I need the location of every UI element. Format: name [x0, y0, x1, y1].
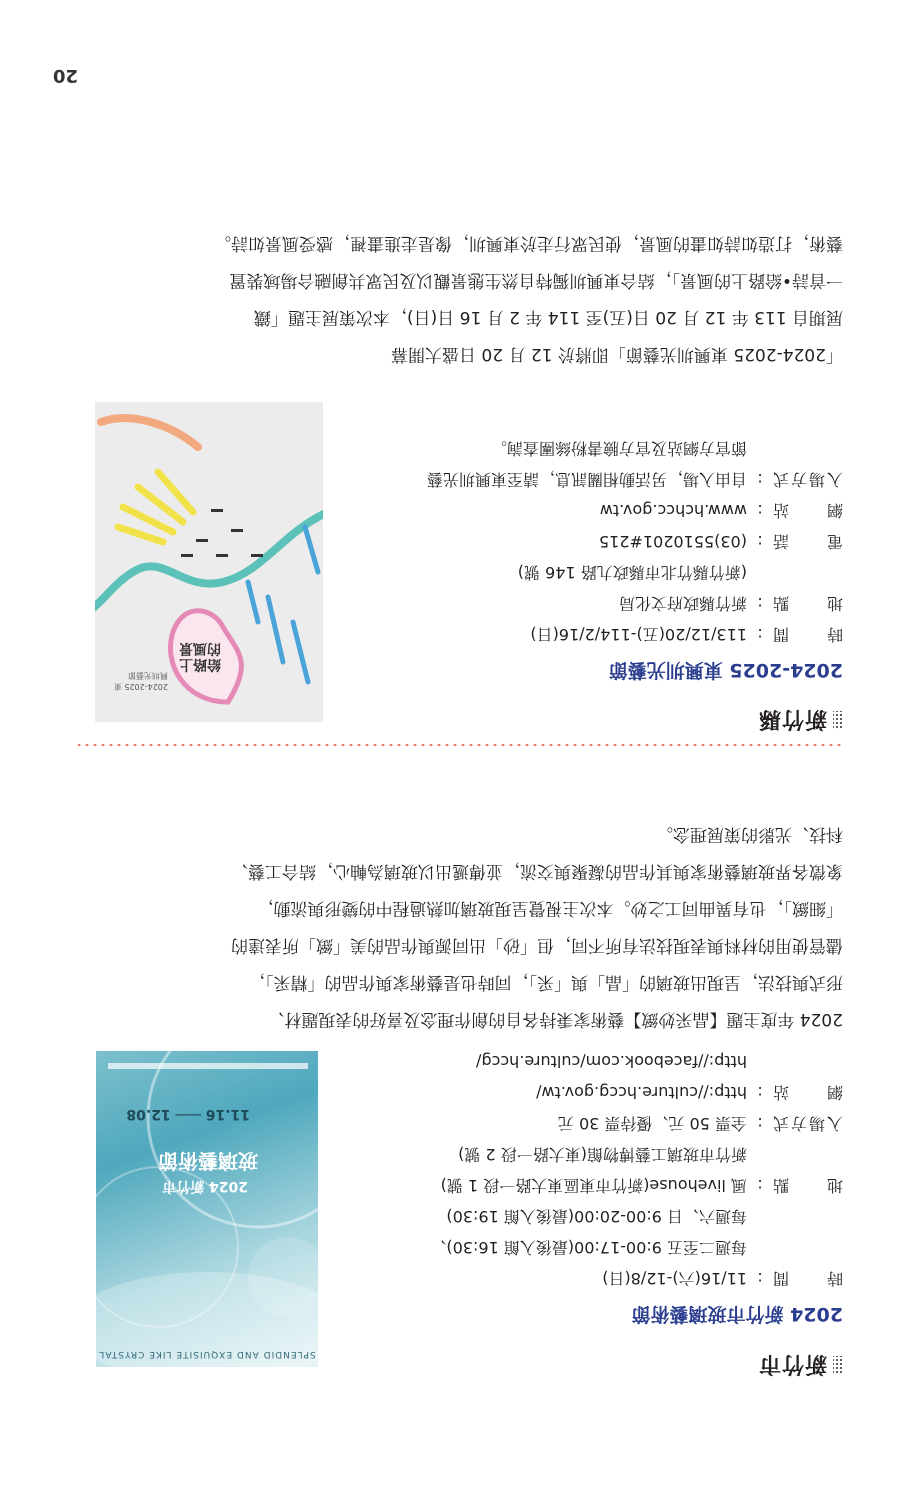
info-row-website: 網 站 : www.hchcc.gov.tw — [427, 495, 843, 526]
poster-title: 給路上的風景 — [179, 640, 221, 672]
poster-subtitle: 2024-2025 東興圳光藝節 — [113, 671, 168, 691]
info-row-time: 時 間 : 113/12/20(五)-114/2/16(日) — [530, 625, 843, 644]
info-row-time-cont2: 每週六、日 9:00-20:00(最後入館 19:30) — [446, 1207, 747, 1226]
info-row-website: 網 站 : http://culture.hccg.gov.tw/ — [430, 1077, 843, 1108]
info-row-admission: 入場方式 : 全票 50 元、優待票 30 元 — [557, 1114, 843, 1133]
info-row-admission-cont: 節官方網站及官方臉書粉絲團查詢。 — [490, 439, 747, 458]
poster-logo-strip — [108, 1063, 308, 1069]
glass-festival-info — [430, 1046, 843, 1294]
poster-festival-name: 玻璃藝術節 — [158, 1149, 258, 1173]
info-row-phone: 電 話 : (03)5510201#215 — [598, 532, 843, 551]
light-festival-title: 2024-2025 東興圳光藝節 — [608, 659, 843, 681]
glass-festival-title: 2024 新竹市玻璃藝術節 — [631, 1303, 843, 1325]
info-row-admission: 入場方式 : 自由入場，另活動相關訊息，請至東興圳光藝 — [426, 470, 843, 489]
section-tag-label: 新竹縣 — [757, 706, 827, 731]
light-festival-poster — [95, 402, 323, 722]
info-row-venue: 地 點 : 新竹縣政府文化局 — [618, 594, 843, 613]
info-row-venue-cont: (新竹縣竹北市縣政九路 146 號) — [517, 563, 747, 582]
section-tag-hsinchu-city — [758, 1350, 843, 1381]
website-link[interactable]: http://culture.hccg.gov.tw/ — [536, 1083, 747, 1102]
poster-year-city: 2024 新竹市 — [162, 1178, 248, 1194]
glass-bubble-art — [96, 1051, 318, 1367]
dotted-marker-icon — [833, 1357, 843, 1375]
glass-festival-poster — [96, 1051, 318, 1367]
poster-en-tagline: SPLENDID AND EXQUISITE LIKE CRYSTAL — [98, 1349, 316, 1359]
info-row-time-cont1: 每週二至五 9:00-17:00(最後入館 16:30)、 — [430, 1238, 747, 1257]
section-divider — [78, 743, 843, 747]
website-link[interactable]: www.hchcc.gov.tw — [599, 501, 747, 520]
info-row-time: 時 間 : 11/16(六)-12/8(日) — [602, 1269, 843, 1288]
light-festival-info — [427, 433, 843, 650]
section-tag-hsinchu-county — [758, 705, 843, 736]
facebook-link[interactable]: http://facebook.com/culture.hccg/ — [476, 1052, 747, 1071]
light-festival-description: 「2024-2025 東興圳光藝節」即將於 12 月 20 日盛大開幕 展期自 113 年 12 月 20 日(五)至 114 年 2 月 16 日(日)，本次策展主題「鐵 一首詩•給路上的風景」，結合東興圳獨特自然生態景觀以及民眾共創融合場域裝置 藝術，打造如詩如畫的風景，使民眾行走於東興圳，像是走進畫裡，感受風景如詩。 — [214, 233, 843, 364]
section-tag-label: 新竹市 — [757, 1351, 827, 1376]
poster-dates: 11.16 ─── 12.08 — [126, 1106, 250, 1122]
dotted-marker-icon — [833, 712, 843, 730]
glass-festival-description: 2024 年度主題【晶采妙緻】藝術家秉持各自的創作理念及喜好的表現題材、 形式與技法，呈現出玻璃的「晶」與「采」，同時也是藝術家與作品的「精采」， 儘管使用的材料與表現技法有所不同，但「砂」出同源與作品的美「緻」所表達的 「細緻」，也有異曲同工之妙。本次主視覺呈現玻璃加熱過程中的變形與流動， 象徵各界玻璃藝術家與其作品的凝聚與交流，並傳遞出以玻璃為軸心，結合工藝、 科技、光影的策展理念。 — [231, 824, 843, 1029]
info-row-venue-cont: 新竹市玻璃工藝博物館(東大路一段 2 號) — [458, 1145, 747, 1164]
info-row-venue: 地 點 : 風 livehouse(新竹市東區東大路一段 1 號) — [440, 1176, 843, 1195]
page-number: 20 — [52, 65, 78, 86]
